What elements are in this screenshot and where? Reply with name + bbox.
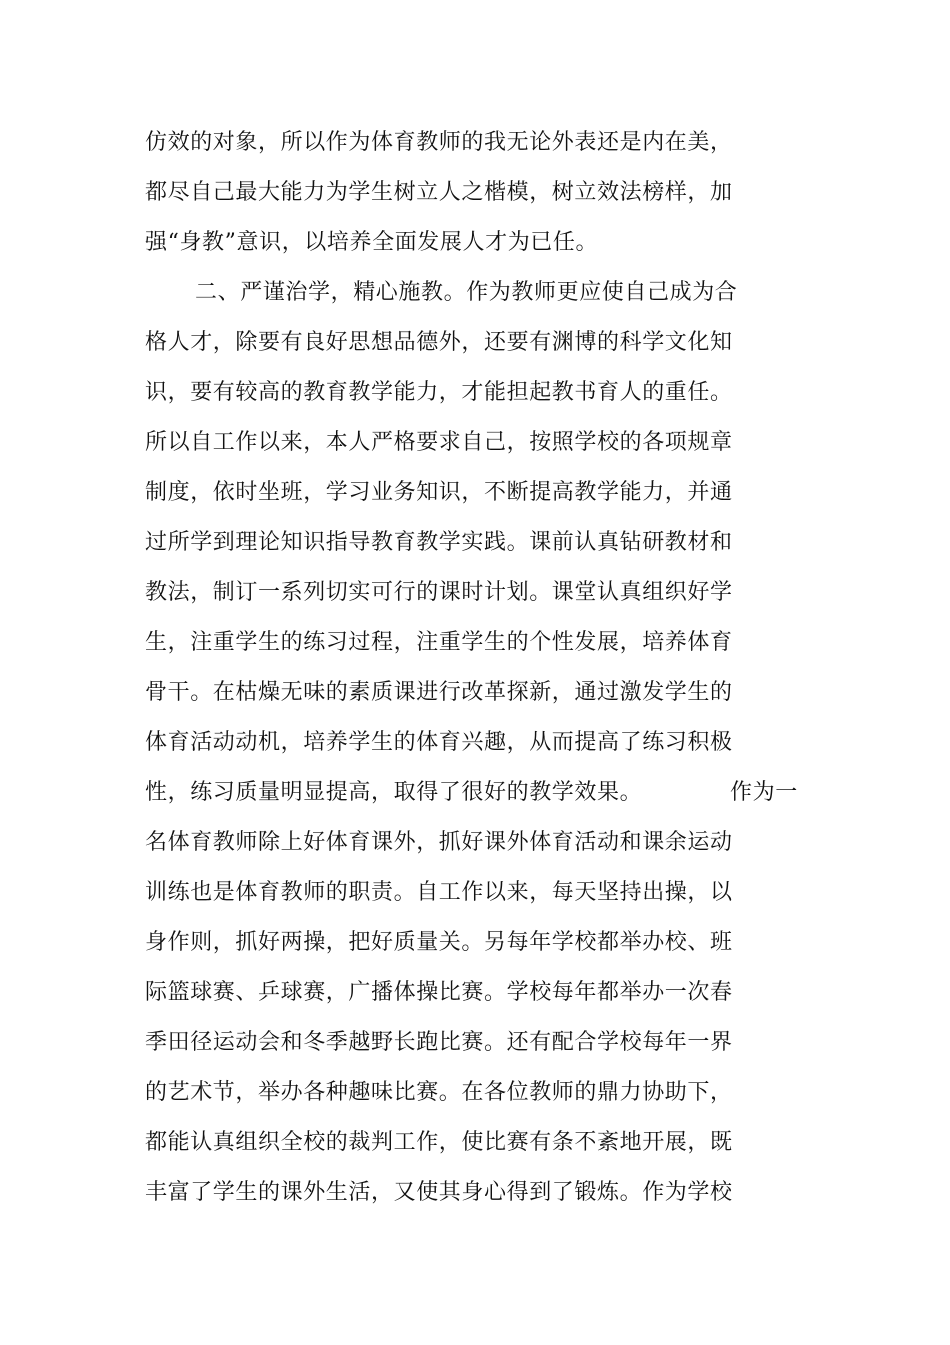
paragraph-line-tail: 作为一 [730, 780, 798, 805]
paragraph-line: 所以自工作以来，本人严格要求自己，按照学校的各项规章 [145, 430, 733, 455]
paragraph-line: 制度，依时坐班，学习业务知识，不断提高教学能力，并通 [145, 480, 733, 505]
paragraph-line: 识，要有较高的教育教学能力，才能担起教书育人的重任。 [145, 380, 733, 405]
paragraph-line: 名体育教师除上好体育课外，抓好课外体育活动和课余运动 [145, 830, 733, 855]
paragraph-line: 季田径运动会和冬季越野长跑比赛。还有配合学校每年一界 [145, 1030, 733, 1055]
paragraph-line: 性，练习质量明显提高，取得了很好的教学效果。 [145, 780, 643, 805]
paragraph-line: 生，注重学生的练习过程，注重学生的个性发展，培养体育 [145, 630, 733, 655]
paragraph-line: 强“身教”意识，以培养全面发展人才为已任。 [145, 230, 599, 255]
paragraph-line: 身作则，抓好两操，把好质量关。另每年学校都举办校、班 [145, 930, 733, 955]
paragraph-line: 过所学到理论知识指导教育教学实践。课前认真钻研教材和 [145, 530, 733, 555]
paragraph-line: 仿效的对象，所以作为体育教师的我无论外表还是内在美， [145, 130, 733, 155]
paragraph-line: 教法，制订一系列切实可行的课时计划。课堂认真组织好学 [145, 580, 733, 605]
paragraph-line: 的艺术节，举办各种趣味比赛。在各位教师的鼎力协助下， [145, 1080, 733, 1105]
paragraph-line: 丰富了学生的课外生活，又使其身心得到了锻炼。作为学校 [145, 1180, 733, 1205]
paragraph-line: 体育活动动机，培养学生的体育兴趣，从而提高了练习积极 [145, 730, 733, 755]
paragraph-line: 都尽自己最大能力为学生树立人之楷模，树立效法榜样，加 [145, 180, 733, 205]
paragraph-line: 格人才，除要有良好思想品德外，还要有渊博的科学文化知 [145, 330, 733, 355]
paragraph-line: 际篮球赛、乒球赛，广播体操比赛。学校每年都举办一次春 [145, 980, 733, 1005]
paragraph-line: 都能认真组织全校的裁判工作，使比赛有条不紊地开展，既 [145, 1130, 733, 1155]
paragraph-line: 骨干。在枯燥无味的素质课进行改革探新，通过激发学生的 [145, 680, 733, 705]
paragraph-line: 训练也是体育教师的职责。自工作以来，每天坚持出操，以 [145, 880, 733, 905]
paragraph-line: 二、严谨治学，精心施教。作为教师更应使自己成为合 [195, 280, 738, 305]
